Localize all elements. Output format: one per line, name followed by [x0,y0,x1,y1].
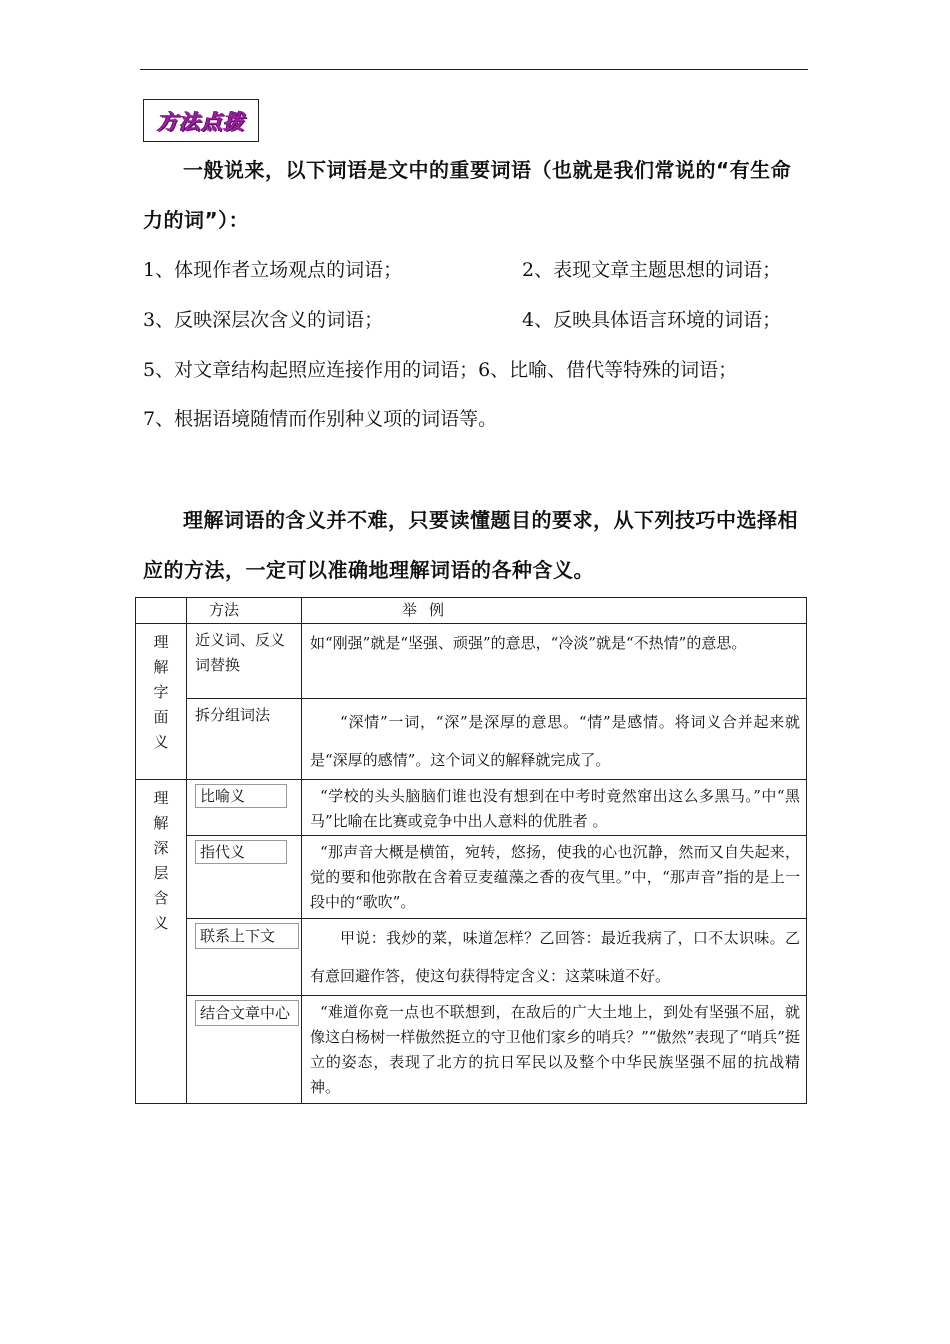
method-label: 结合文章中心 [195,1000,299,1026]
method-cell [187,836,302,919]
list-item: 2、表现文章主题思想的词语； [522,259,782,281]
list-item: 7、根据语境随情而作别种义项的词语等。 [143,408,498,430]
list-item: 4、反映具体语言环境的词语； [522,309,782,331]
list-item: 1、体现作者立场观点的词语； [143,259,403,281]
example-cell: 如“刚强”就是“坚强、顽强”的意思，“冷淡”就是“不热情”的意思。 [302,624,807,699]
header-example: 举例 [302,598,807,624]
example-cell: “学校的头头脑脑们谁也没有想到在中考时竟然窜出这么多黑马。”中“黑马”比喻在比赛或竞争中出人意料的优胜者 。 [302,780,807,836]
method-cell: 近义词、反义词替换 [187,624,302,699]
example-cell: “难道你竟一点也不联想到，在敌后的广大土地上，到处有坚强不屈，就像这白杨树一样傲然挺立的守卫他们家乡的哨兵？”“傲然”表现了“哨兵”挺立的姿态，表现了北方的抗日军民以及整个中华民族坚强不屈的抗战精神。 [302,996,807,1104]
method-label: 比喻义 [195,784,287,808]
method-cell [187,780,302,836]
method-cell: 拆分组词法 [187,699,302,780]
top-rule [140,69,808,70]
header-empty-cell [136,598,187,624]
table-row [136,780,807,836]
header-method: 方法 [187,598,302,624]
intro-paragraph: 一般说来，以下词语是文中的重要词语（也就是我们常说的“有生命力的词”）： [143,158,792,232]
section-tag [143,99,259,142]
group-label-literal: 理 解 字 面 义 [136,624,187,780]
methods-table [135,597,807,1104]
example-cell: “那声音大概是横笛，宛转，悠扬，使我的心也沉静，然而又自失起来，觉的要和他弥散在含着豆麦蕴藻之香的夜气里。”中，“那声音”指的是上一段中的“歌吹”。 [302,836,807,919]
list-item: 5、对文章结构起照应连接作用的词语；6、比喻、借代等特殊的词语； [143,359,738,381]
group-label-deep: 理 解 深 层 含 义 [136,780,187,1104]
table-row [136,919,807,996]
example-cell: 甲说：我炒的菜，味道怎样？乙回答：最近我病了，口不太识味。乙有意回避作答，使这句获得特定含义：这菜味道不好。 [302,919,807,996]
method-label: 指代义 [195,840,287,864]
method-cell [187,996,302,1104]
method-cell [187,919,302,996]
table-row [136,836,807,919]
list-item: 3、反映深层次含义的词语； [143,309,384,331]
table-row [136,996,807,1104]
table-row [136,699,807,780]
section-tag-label: 方法点拨 [157,109,245,134]
example-cell: “深情”一词，“深”是深厚的意思。“情”是感情。将词义合并起来就是“深厚的感情”。这个词义的解释就完成了。 [302,699,807,780]
table-header-row [136,598,807,624]
second-paragraph: 理解词语的含义并不难，只要读懂题目的要求，从下列技巧中选择相应的方法，一定可以准确地理解词语的各种含义。 [143,508,798,582]
table-row [136,624,807,699]
method-label: 联系上下文 [195,923,299,949]
